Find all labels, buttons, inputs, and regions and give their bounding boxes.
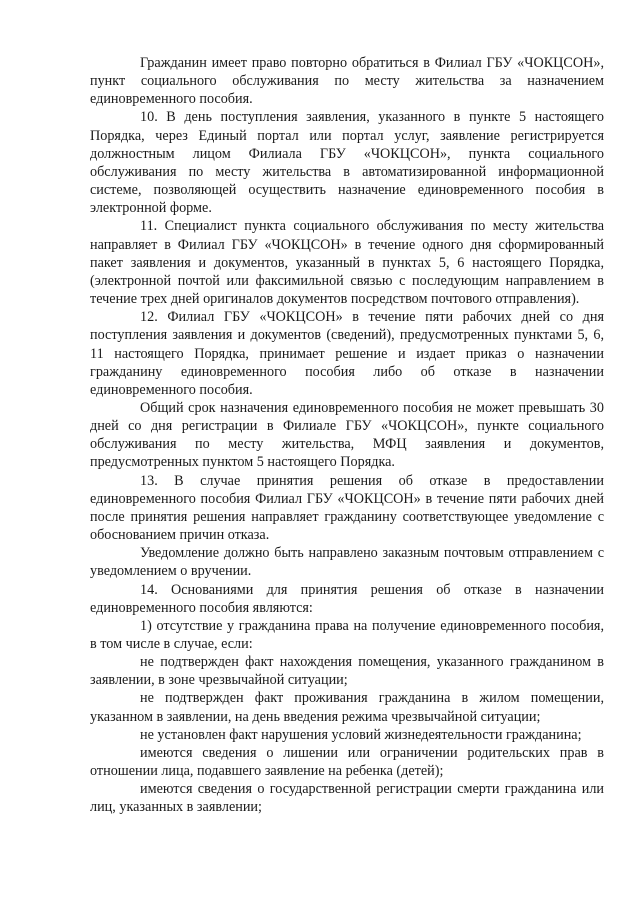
paragraph-ground-living-conditions: не установлен факт нарушения условий жизнедеятельности гражданина; [140, 726, 582, 743]
paragraph-10-registration: 10. В день поступления заявления, указанного в пункте 5 настоящего Порядка, через Единый портал или портал услуг, заявление регистрируется должностным лицом Филиала ГБУ «ЧОКЦСОН», пункта социального обслуживания по месту жительства в автоматизированной информационной системе, позволяющей осуществить назначение единовременного пособия в электронной форме. [90, 109, 604, 217]
paragraph-ground-premises-zone: не подтвержден факт нахождения помещения, указанного гражданином в заявлении, в зоне чрезвычайной ситуации; [90, 654, 604, 689]
document-page [90, 54, 604, 817]
paragraph-14-grounds: 14. Основаниями для принятия решения об отказе в назначении единовременного пособия являются: [90, 581, 604, 616]
paragraph-ground-death-registration: имеются сведения о государственной регистрации смерти гражданина или лиц, указанных в заявлении; [90, 781, 604, 816]
paragraph-12-decision: 12. Филиал ГБУ «ЧОКЦСОН» в течение пяти рабочих дней со дня поступления заявления и документов (сведений), предусмотренных пунктами 5, 6, 11 настоящего Порядка, принимает решение и издает приказ о назначении гражданину единовременного пособия либо об отказе в назначении единовременного пособия. [90, 309, 604, 398]
paragraph-right-to-reapply: Гражданин имеет право повторно обратиться в Филиал ГБУ «ЧОКЦСОН», пункт социального обслуживания по месту жительства за назначением единовременного пособия. [90, 55, 604, 108]
paragraph-ground-parental-rights: имеются сведения о лишении или ограничении родительских прав в отношении лица, подавшего заявление на ребенка (детей); [90, 744, 604, 780]
paragraph-total-term: Общий срок назначения единовременного пособия не может превышать 30 дней со дня регистрации в Филиале ГБУ «ЧОКЦСОН», пункте социального обслуживания по месту жительства, МФЦ заявления и документов, предусмотренных пунктом 5 настоящего Порядка. [90, 399, 604, 471]
paragraph-11-forwarding: 11. Специалист пункта социального обслуживания по месту жительства направляет в Филиал ГБУ «ЧОКЦСОН» в течение одного дня сформированный пакет заявления и документов, указанный в пунктах 5, 6 настоящего Порядка, (электронной почтой или факсимильной связью с последующим направлением в течение трех дней оригиналов документов посредством почтового отправления). [90, 218, 604, 308]
paragraph-ground-residence: не подтвержден факт проживания гражданина в жилом помещении, указанном в заявлении, на день введения режима чрезвычайной ситуации; [90, 690, 604, 725]
paragraph-notice-delivery: Уведомление должно быть направлено заказным почтовым отправлением с уведомлением о вручении. [90, 545, 604, 580]
paragraph-ground-1: 1) отсутствие у гражданина права на получение единовременного пособия, в том числе в случае, если: [90, 617, 604, 652]
paragraph-13-refusal-notice: 13. В случае принятия решения об отказе в предоставлении единовременного пособия Филиал ГБУ «ЧОКЦСОН» в течение пяти рабочих дней после принятия решения направляет гражданину соответствующее уведомление с обоснованием причин отказа. [90, 472, 604, 544]
